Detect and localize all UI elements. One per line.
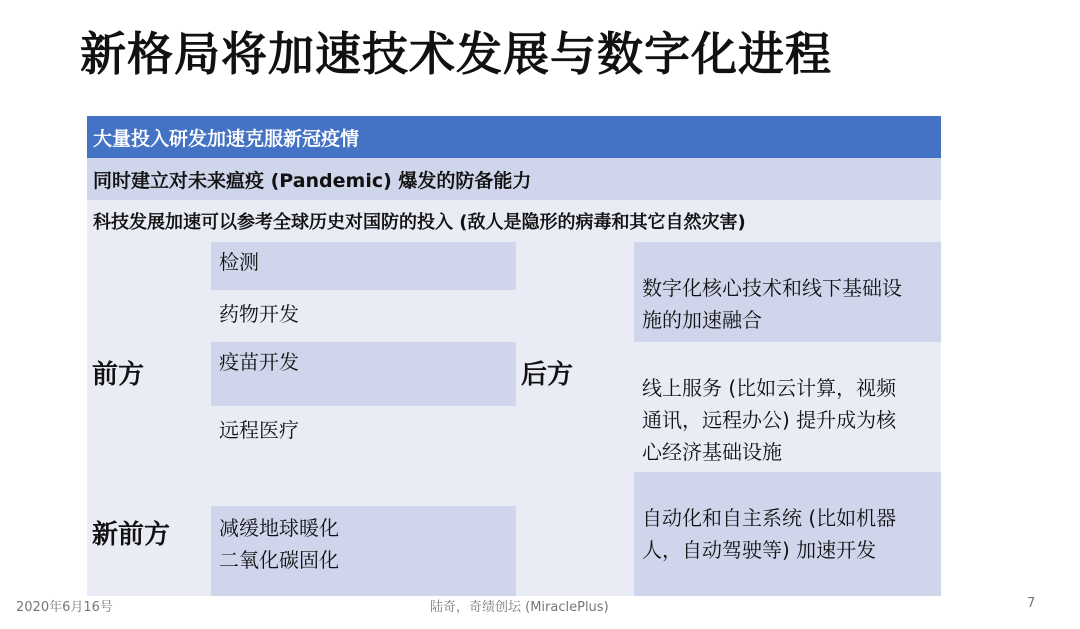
item-text: 人，自动驾驶等) 加速开发 [642,538,877,562]
front-item-telemedicine [211,406,516,506]
new-front-label: 新前方 [92,520,171,550]
item-text: 施的加速融合 [642,308,762,332]
front-item-vaccine-dev [211,342,516,406]
new-front-items [211,506,516,596]
back-item-online-services [634,342,941,472]
middle-label-column [516,242,634,596]
header-text: 大量投入研发加速克服新冠疫情 [93,127,360,150]
page-number: 7 [1027,596,1036,611]
table-row-defense [87,200,941,242]
slide-title: 新格局将加速技术发展与数字化进程 [80,27,832,81]
table-row-pandemic [87,158,941,200]
back-item-automation [634,472,941,596]
item-text: 疫苗开发 [219,350,299,374]
front-item-testing [211,242,516,290]
row-text: 科技发展加速可以参考全球历史对国防的投入 (敌人是隐形的病毒和其它自然灾害) [93,212,746,233]
item-text: 通讯，远程办公) 提升成为核 [642,408,897,432]
back-item-digital-core [634,242,941,342]
row-text: 同时建立对未来瘟疫 (Pandemic) 爆发的防备能力 [93,169,532,192]
back-label: 后方 [521,360,574,390]
item-text: 检测 [219,250,259,274]
front-label: 前方 [92,360,145,390]
item-text: 减缓地球暖化 [219,516,339,540]
footer-author: 陆奇，奇绩创坛 (MiraclePlus) [430,600,609,615]
item-text: 二氧化碳固化 [219,548,339,572]
item-text: 远程医疗 [219,418,299,442]
item-text: 心经济基础设施 [642,440,782,464]
front-item-drug-dev [211,290,516,342]
footer-date: 2020年6月16号 [16,600,113,615]
item-text: 线上服务 (比如云计算，视频 [642,376,897,400]
item-text: 自动化和自主系统 (比如机器 [642,506,897,530]
item-text: 药物开发 [219,302,299,326]
item-text: 数字化核心技术和线下基础设 [642,276,902,300]
table-header-row [87,116,941,158]
